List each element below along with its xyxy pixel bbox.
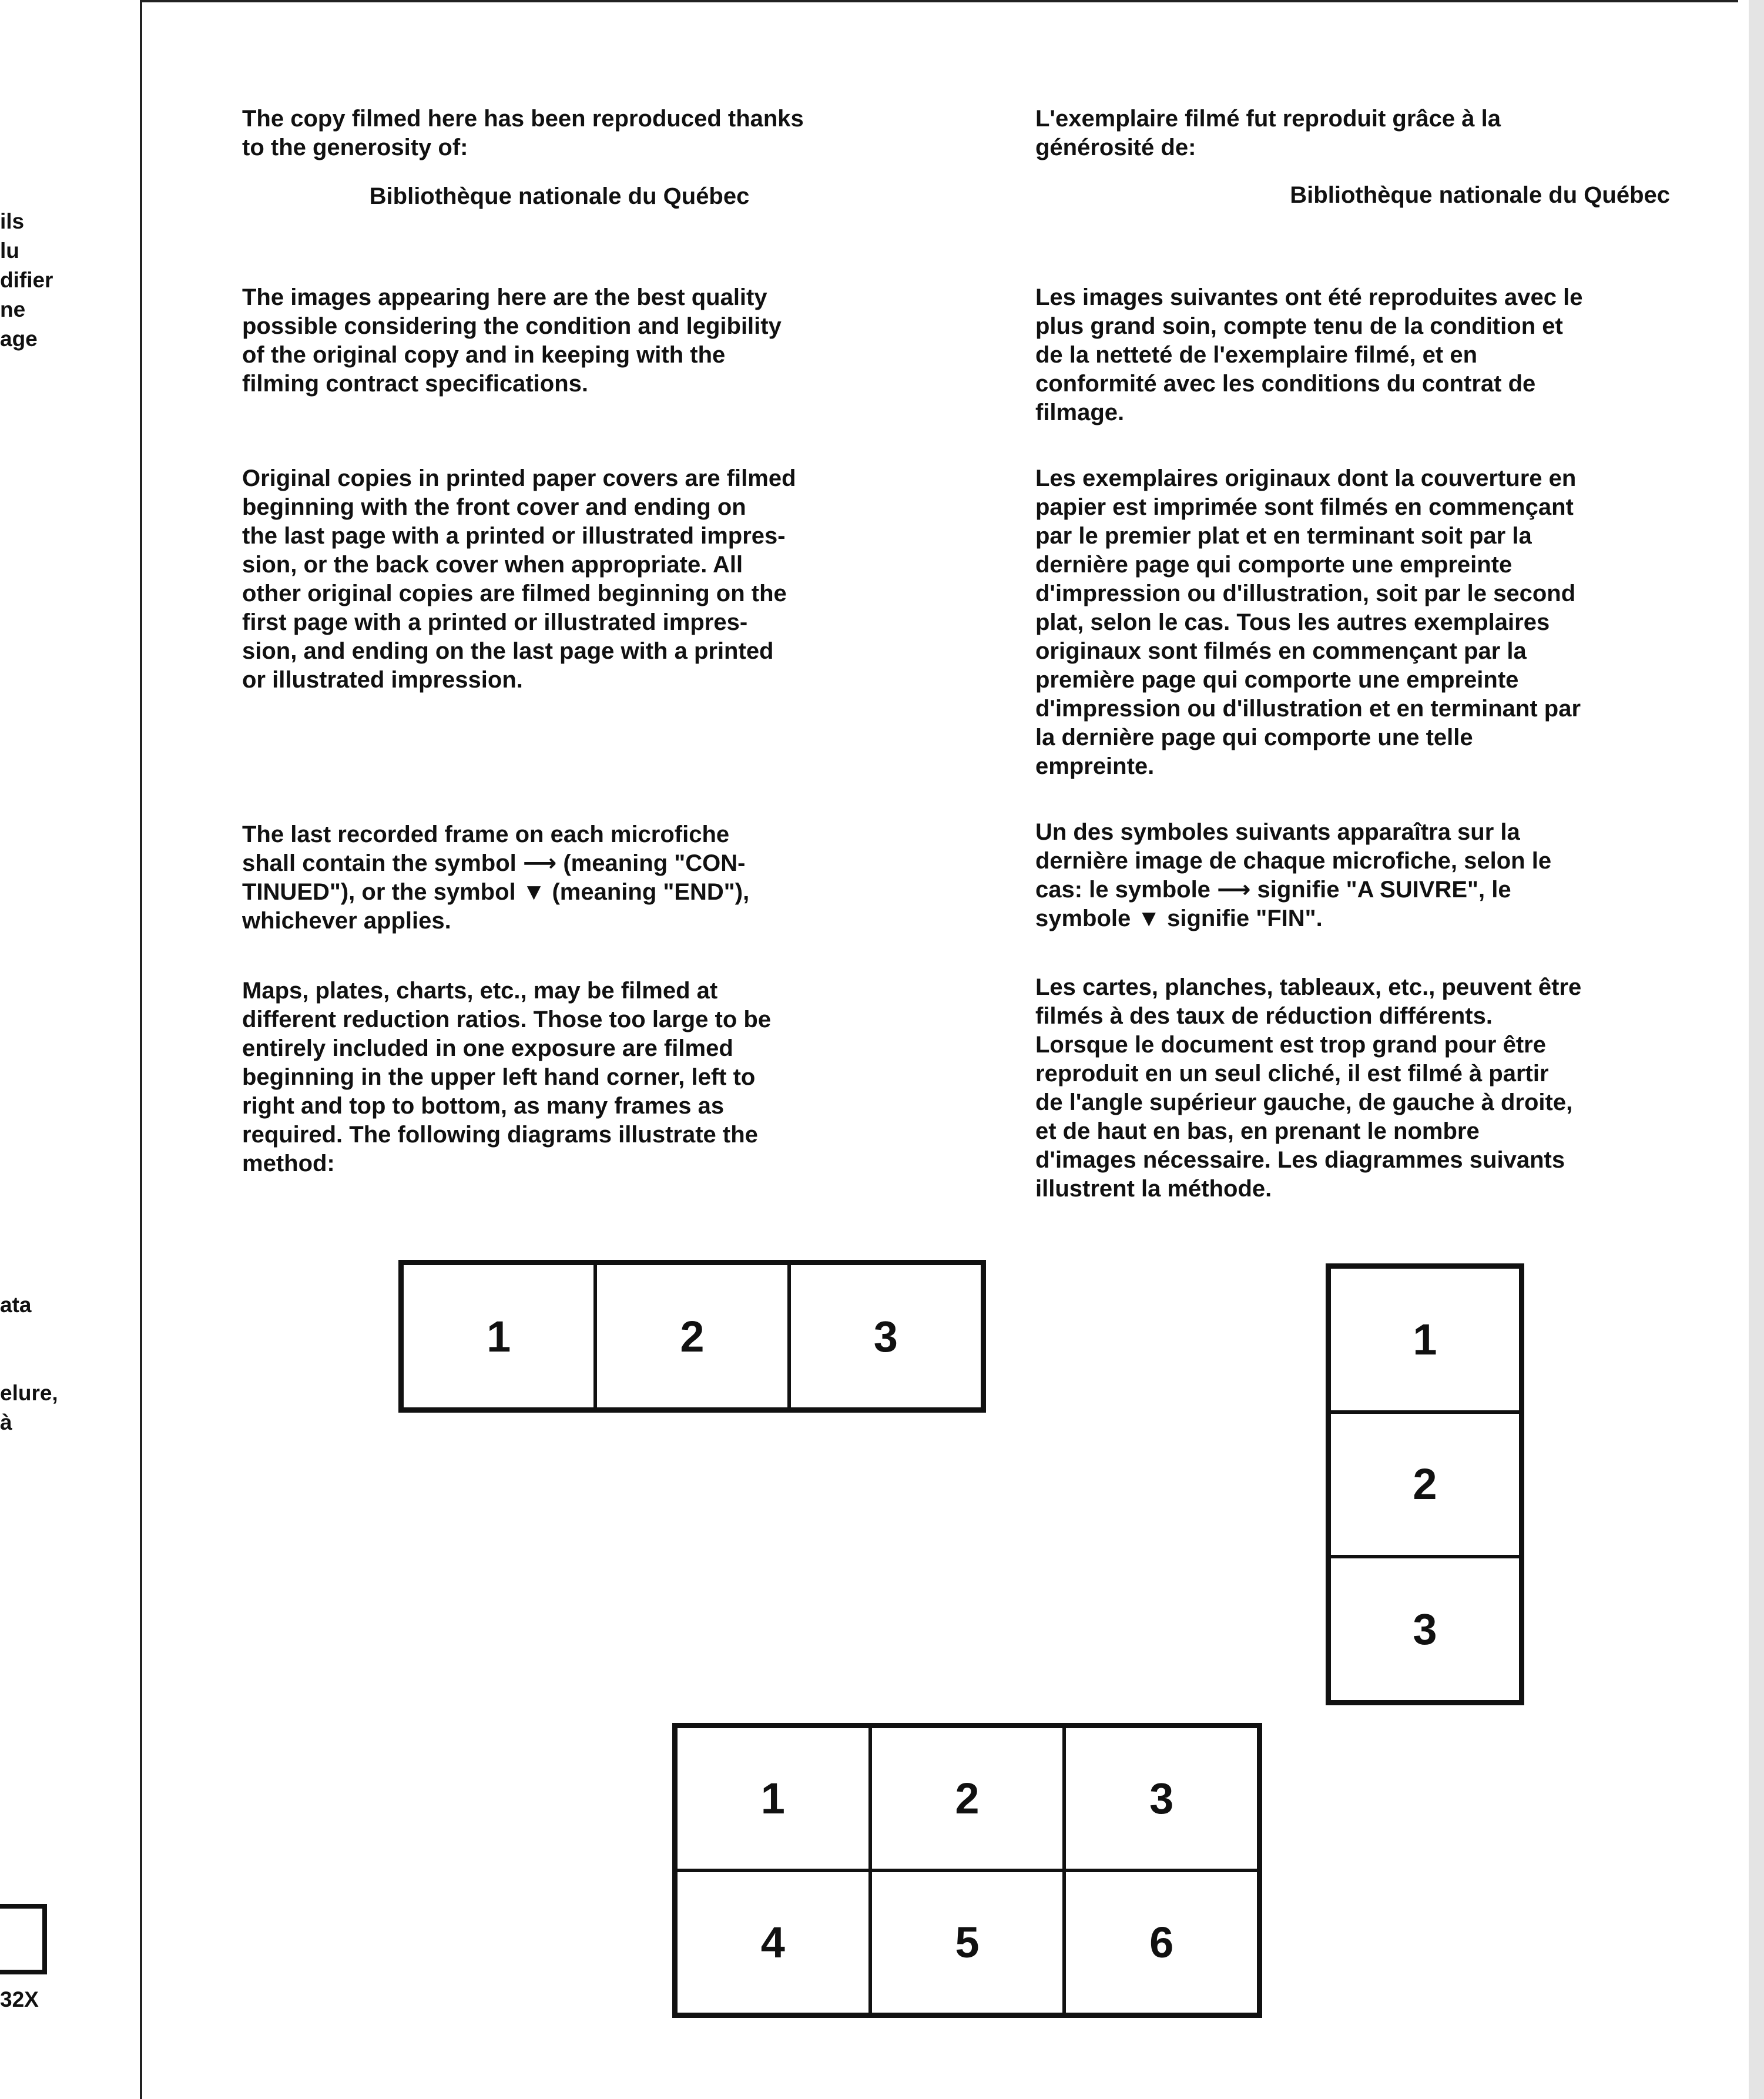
english-library-name: Bibliothèque nationale du Québec <box>369 183 750 209</box>
frame-cell: 1 <box>402 1263 595 1409</box>
frame-cell: 2 <box>870 1726 1065 1870</box>
margin-fragment-middle: ata elure, à <box>0 1293 58 1434</box>
page-edge-left <box>140 0 142 2099</box>
french-covers-paragraph: Les exemplaires originaux dont la couverture en papier est imprimée sont filmés en commençant par le premier plat et en terminant soit par la dernière page qui comporte une empreinte d'impression ou d'illustration, soit par le second plat, selon le cas. Tous les autres exemplaires originaux sont filmés en commençant par la première page qui comporte une empreinte d'impression ou d'illustration et en terminant par la dernière page qui comporte une telle empreinte. <box>1035 465 1581 779</box>
english-covers-paragraph: Original copies in printed paper covers are filmed beginning with the front cover and ending on the last page with a printed or illustrated impres- sion, or the back cover when appropriate. All other original copies are filmed beginning on the first page with a printed or illustrated impres- sion, and ending on the last page with a printed or illustrated impression. <box>242 465 796 693</box>
vertical-frame-diagram <box>1326 1263 1524 1705</box>
frame-cell: 6 <box>1064 1870 1259 2014</box>
french-quality-paragraph: Les images suivantes ont été reproduites avec le plus grand soin, compte tenu de la condition et de la netteté de l'exemplaire filmé, et en conformité avec les conditions du contrat de filmage. <box>1035 284 1583 425</box>
frame-cell: 3 <box>1329 1557 1521 1702</box>
matrix-frame-diagram <box>672 1723 1262 2018</box>
frame-cell: 3 <box>789 1263 982 1409</box>
margin-fragment-bottom: 32X <box>0 1987 39 2011</box>
horizontal-frame-diagram <box>398 1260 986 1413</box>
margin-target-box <box>0 1904 47 1974</box>
french-symbol-paragraph: Un des symboles suivants apparaîtra sur la dernière image de chaque microfiche, selon le cas: le symbole ⟶ signifie "A SUIVRE", le symbole ▼ signifie "FIN". <box>1035 819 1552 931</box>
english-symbol-paragraph: The last recorded frame on each microfiche shall contain the symbol ⟶ (meaning "CON- TINUED"), or the symbol ▼ (meaning "END"), whichever applies. <box>242 822 750 934</box>
english-maps-paragraph: Maps, plates, charts, etc., may be filmed at different reduction ratios. Those too large to be entirely included in one exposure are filmed beginning in the upper left hand corner, left to right and top to bottom, as many frames as required. The following diagrams illustrate the method: <box>242 978 772 1176</box>
frame-cell: 3 <box>1064 1726 1259 1870</box>
french-library-name: Bibliothèque nationale du Québec <box>1290 182 1670 208</box>
page-edge-top <box>140 0 1738 2</box>
frame-cell: 5 <box>870 1870 1065 2014</box>
frame-cell: 1 <box>676 1726 870 1870</box>
page-edge-right <box>1749 0 1764 2099</box>
frame-cell: 2 <box>1329 1412 1521 1557</box>
english-acknowledgement: The copy filmed here has been reproduced thanks to the generosity of: <box>242 106 804 160</box>
frame-cell: 4 <box>676 1870 870 2014</box>
french-maps-paragraph: Les cartes, planches, tableaux, etc., peuvent être filmés à des taux de réduction différents. Lorsque le document est trop grand pour être reproduit en un seul cliché, il est filmé à partir de l'angle supérieur gauche, de gauche à droite, et de haut en bas, en prenant le nombre d'images nécessaire. Les diagrammes suivants illustrent la méthode. <box>1035 974 1582 1202</box>
french-acknowledgement: L'exemplaire filmé fut reproduit grâce à la générosité de: <box>1035 106 1501 160</box>
english-quality-paragraph: The images appearing here are the best quality possible considering the condition and legibility of the original copy and in keeping with the filming contract specifications. <box>242 284 782 397</box>
frame-cell: 1 <box>1329 1267 1521 1412</box>
frame-cell: 2 <box>595 1263 789 1409</box>
margin-fragment-top: ils lu difier ne age <box>0 209 53 351</box>
